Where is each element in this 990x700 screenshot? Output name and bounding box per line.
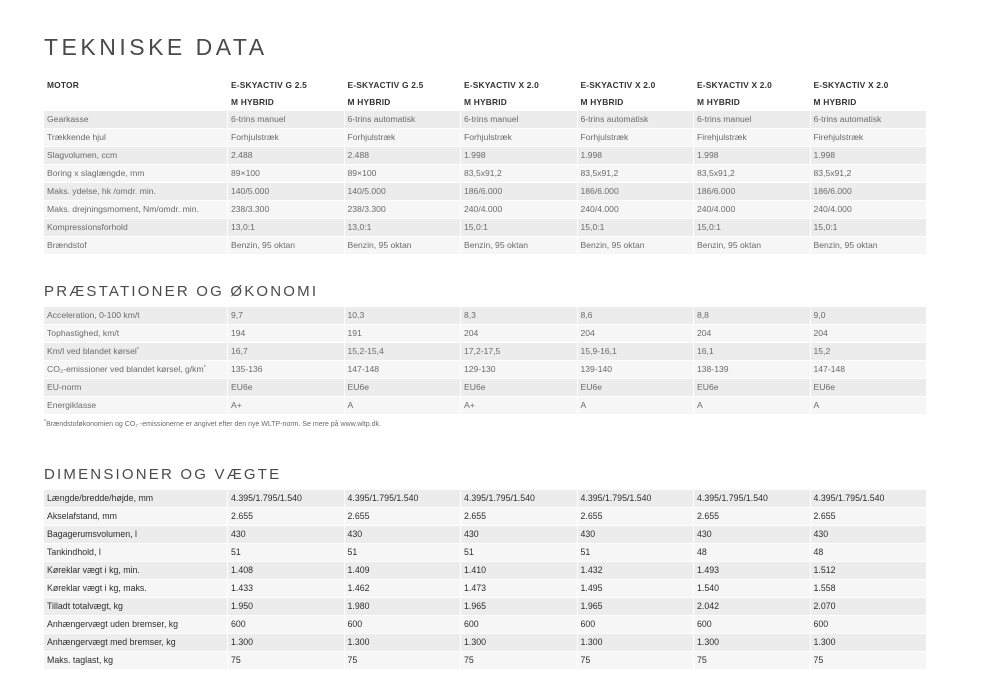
spec-value: 16,7 [227,343,344,361]
spec-value: 129-130 [460,361,577,379]
spec-value: 2.655 [344,508,461,526]
spec-value: 2.042 [693,598,810,616]
spec-value: 1.300 [460,634,577,652]
spec-value: 600 [810,616,927,634]
spec-value: 1.950 [227,598,344,616]
spec-value: 1.300 [693,634,810,652]
spec-value: 83,5x91,2 [810,165,927,183]
spec-label-text: Køreklar vægt i kg, maks. [47,583,147,593]
spec-row-label [44,634,227,652]
spec-row [44,598,926,616]
spec-label-text: Tilladt totalvægt, kg [47,601,123,611]
spec-value: 1.473 [460,580,577,598]
spec-value: 430 [344,526,461,544]
spec-value: 4.395/1.795/1.540 [577,490,694,508]
performance-table [44,307,926,415]
spec-label-text: Anhængervægt med bremser, kg [47,637,176,647]
spec-value: 1.410 [460,562,577,580]
spec-row [44,490,926,508]
spec-value: 6-trins automatisk [344,111,461,129]
spec-value: 1.493 [693,562,810,580]
spec-row-label [44,652,227,670]
spec-value: 600 [460,616,577,634]
spec-row-label [44,129,227,147]
spec-value: 1.300 [577,634,694,652]
spec-value: 2.655 [227,508,344,526]
spec-row-label [44,183,227,201]
spec-row-label [44,598,227,616]
spec-row [44,361,926,379]
spec-value: 15,0:1 [577,219,694,237]
spec-row [44,165,926,183]
spec-value: 1.965 [460,598,577,616]
spec-label-text: Tankindhold, l [47,547,101,557]
engine-column-subheader: M HYBRID [577,94,694,111]
spec-value: Benzin, 95 oktan [460,237,577,255]
spec-value: 430 [577,526,694,544]
spec-value: 238/3.300 [344,201,461,219]
spec-row [44,129,926,147]
spec-label-text: Akselafstand, mm [47,511,117,521]
spec-value: 6-trins manuel [460,111,577,129]
spec-value: 75 [227,652,344,670]
spec-value: 15,0:1 [810,219,927,237]
spec-value: 83,5x91,2 [577,165,694,183]
spec-row-label [44,343,227,361]
spec-value: 238/3.300 [227,201,344,219]
spec-value: 1.512 [810,562,927,580]
spec-value: 16,1 [693,343,810,361]
spec-label-text: Energiklasse [47,400,97,410]
spec-value: 1.462 [344,580,461,598]
spec-value: 15,0:1 [693,219,810,237]
spec-value: 1.432 [577,562,694,580]
dimensions-section-title: DIMENSIONER OG VÆGTE [44,466,282,483]
spec-value: 8,3 [460,307,577,325]
spec-label-text: Acceleration, 0-100 km/t [47,310,140,320]
spec-value: 48 [693,544,810,562]
spec-row [44,325,926,343]
spec-value: 17,2-17,5 [460,343,577,361]
spec-value: 147-148 [344,361,461,379]
spec-value: 2.655 [693,508,810,526]
spec-row [44,562,926,580]
spec-value: 186/6.000 [460,183,577,201]
spec-value: 204 [810,325,927,343]
spec-label-text: Maks. taglast, kg [47,655,114,665]
motor-table [44,77,926,255]
spec-value: A [810,397,927,415]
spec-label-text: Trækkende hjul [47,132,106,142]
spec-value: 75 [344,652,461,670]
spec-value: 8,8 [693,307,810,325]
spec-value: Benzin, 95 oktan [227,237,344,255]
spec-value: 1.300 [810,634,927,652]
spec-value: A [344,397,461,415]
engine-column-header: E-SKYACTIV X 2.0 [460,77,577,94]
spec-value: 1.433 [227,580,344,598]
spec-value: 89×100 [344,165,461,183]
spec-row-label [44,111,227,129]
engine-column-subheader: M HYBRID [810,94,927,111]
spec-value: 4.395/1.795/1.540 [227,490,344,508]
spec-value: 600 [577,616,694,634]
spec-value: 51 [460,544,577,562]
spec-row-label [44,219,227,237]
spec-value: 600 [344,616,461,634]
spec-value: 430 [460,526,577,544]
spec-value: 186/6.000 [577,183,694,201]
spec-value: EU6e [460,379,577,397]
spec-value: 75 [460,652,577,670]
engine-column-header: E-SKYACTIV G 2.5 [344,77,461,94]
spec-value: 140/5.000 [344,183,461,201]
spec-value: 240/4.000 [810,201,927,219]
spec-value: EU6e [577,379,694,397]
spec-value: EU6e [693,379,810,397]
performance-section-title: PRÆSTATIONER OG ØKONOMI [44,283,319,300]
spec-value: A [693,397,810,415]
spec-value: Benzin, 95 oktan [693,237,810,255]
spec-row-label [44,379,227,397]
engine-column-subheader: M HYBRID [693,94,810,111]
spec-value: 194 [227,325,344,343]
spec-value: 13,0:1 [344,219,461,237]
spec-row [44,508,926,526]
spec-value: 2.070 [810,598,927,616]
spec-value: 4.395/1.795/1.540 [344,490,461,508]
spec-value: 4.395/1.795/1.540 [810,490,927,508]
spec-row-label [44,490,227,508]
spec-value: 186/6.000 [693,183,810,201]
spec-value: 240/4.000 [577,201,694,219]
footnote-text: Brændstoføkonomien og CO₂ -emissionerne er angivet efter den nye WLTP-norm. Se mere på www.wltp.dk. [46,421,381,428]
dimensions-table [44,490,926,670]
spec-value: 204 [693,325,810,343]
spec-row-label [44,397,227,415]
spec-value: 240/4.000 [693,201,810,219]
spec-label-text: Km/l ved blandet kørsel [47,346,137,356]
spec-label-text: Køreklar vægt i kg, min. [47,565,140,575]
spec-label-text: Maks. ydelse, hk /omdr. min. [47,186,156,196]
spec-value: 1.998 [460,147,577,165]
spec-value: 2.655 [577,508,694,526]
spec-value: 186/6.000 [810,183,927,201]
spec-value: 1.998 [810,147,927,165]
spec-value: Benzin, 95 oktan [577,237,694,255]
spec-label-text: Anhængervægt uden bremser, kg [47,619,179,629]
spec-label-text: Kompressionsforhold [47,222,128,232]
spec-value: 6-trins manuel [227,111,344,129]
spec-value: EU6e [810,379,927,397]
spec-value: A [577,397,694,415]
spec-value: 6-trins automatisk [577,111,694,129]
spec-row-label [44,147,227,165]
spec-value: 1.558 [810,580,927,598]
spec-value: 83,5x91,2 [460,165,577,183]
spec-row [44,201,926,219]
spec-value: 1.495 [577,580,694,598]
spec-value: 2.655 [460,508,577,526]
spec-value: 1.980 [344,598,461,616]
spec-row-label [44,201,227,219]
spec-value: 1.998 [577,147,694,165]
spec-value: 8,6 [577,307,694,325]
spec-label-text: EU-norm [47,382,82,392]
spec-label-text: Længde/bredde/højde, mm [47,493,154,503]
spec-value: Forhjulstræk [227,129,344,147]
spec-value: 1.408 [227,562,344,580]
engine-column-header: E-SKYACTIV X 2.0 [577,77,694,94]
spec-value: 51 [344,544,461,562]
spec-value: Forhjulstræk [344,129,461,147]
spec-value: Forhjulstræk [460,129,577,147]
spec-value: EU6e [227,379,344,397]
spec-label-text: Gearkasse [47,114,89,124]
engine-column-header: E-SKYACTIV X 2.0 [810,77,927,94]
spec-value: 600 [693,616,810,634]
spec-value: 204 [577,325,694,343]
spec-value: 204 [460,325,577,343]
spec-value: 2.488 [344,147,461,165]
spec-row [44,616,926,634]
spec-row [44,634,926,652]
spec-value: 15,9-16,1 [577,343,694,361]
spec-value: 1.998 [693,147,810,165]
spec-row [44,580,926,598]
spec-value: 6-trins automatisk [810,111,927,129]
spec-row [44,379,926,397]
spec-value: 138-139 [693,361,810,379]
spec-row-label [44,237,227,255]
spec-row-label [44,361,227,379]
spec-row [44,652,926,670]
spec-value: 9,7 [227,307,344,325]
engine-column-subheader: M HYBRID [227,94,344,111]
spec-value: 83,5x91,2 [693,165,810,183]
spec-row [44,147,926,165]
spec-value: 430 [227,526,344,544]
spec-label-text: Tophastighed, km/t [47,328,120,338]
spec-row-label [44,562,227,580]
spec-value: 430 [810,526,927,544]
spec-row [44,343,926,361]
spec-value: 9,0 [810,307,927,325]
spec-value: 1.409 [344,562,461,580]
spec-value: 75 [693,652,810,670]
spec-label-text: Bagagerumsvolumen, l [47,529,137,539]
spec-label-text: Slagvolumen, ccm [47,150,118,160]
spec-row [44,544,926,562]
spec-value: 89×100 [227,165,344,183]
spec-value: 1.300 [227,634,344,652]
spec-value: 1.965 [577,598,694,616]
spec-row-label [44,165,227,183]
spec-label-text: Brændstof [47,240,87,250]
spec-label-text: Boring x slaglængde, mm [47,168,145,178]
spec-value: 6-trins manuel [693,111,810,129]
spec-value: 191 [344,325,461,343]
spec-row-label [44,307,227,325]
spec-row-label [44,544,227,562]
spec-value: 1.540 [693,580,810,598]
motor-header-row-1 [44,77,926,94]
footnote-reference: * [203,365,206,371]
spec-row [44,397,926,415]
spec-row [44,183,926,201]
spec-value: 2.488 [227,147,344,165]
footnote-mark: * [44,419,47,425]
spec-value: 13,0:1 [227,219,344,237]
spec-row-label [44,616,227,634]
spec-value: 2.655 [810,508,927,526]
spec-value: 600 [227,616,344,634]
spec-value: Benzin, 95 oktan [344,237,461,255]
spec-value: Firehjulstræk [810,129,927,147]
spec-value: 15,2 [810,343,927,361]
spec-value: 147-148 [810,361,927,379]
spec-row-label [44,580,227,598]
spec-row [44,307,926,325]
spec-row-label [44,508,227,526]
spec-value: 15,2-15,4 [344,343,461,361]
spec-value: 240/4.000 [460,201,577,219]
spec-value: 15,0:1 [460,219,577,237]
engine-column-header: E-SKYACTIV G 2.5 [227,77,344,94]
spec-value: A+ [460,397,577,415]
spec-value: 1.300 [344,634,461,652]
engine-column-subheader: M HYBRID [460,94,577,111]
footnote-reference: * [136,347,139,353]
spec-row-label [44,325,227,343]
spec-label-text: CO₂-emissioner ved blandet kørsel, g/km [47,364,204,374]
motor-header-label: MOTOR [44,77,227,94]
engine-column-subheader: M HYBRID [344,94,461,111]
spec-value: A+ [227,397,344,415]
spec-value: 10,3 [344,307,461,325]
page-title: TEKNISKE DATA [44,34,268,60]
spec-value: 75 [810,652,927,670]
spec-row [44,526,926,544]
spec-label-text: Maks. drejningsmoment, Nm/omdr. min. [47,204,199,214]
spec-row-label [44,526,227,544]
spec-value: 51 [227,544,344,562]
footnote [44,421,381,428]
spec-row [44,237,926,255]
spec-value: Firehjulstræk [693,129,810,147]
spec-value: 135-136 [227,361,344,379]
spec-value: Benzin, 95 oktan [810,237,927,255]
spec-row [44,111,926,129]
spec-value: 139-140 [577,361,694,379]
motor-header-row-2 [44,94,926,111]
engine-column-header: E-SKYACTIV X 2.0 [693,77,810,94]
spec-value: EU6e [344,379,461,397]
spec-row [44,219,926,237]
spec-value: 4.395/1.795/1.540 [693,490,810,508]
spec-value: 430 [693,526,810,544]
spec-value: 51 [577,544,694,562]
spec-value: 4.395/1.795/1.540 [460,490,577,508]
spec-value: Forhjulstræk [577,129,694,147]
spec-value: 75 [577,652,694,670]
spec-value: 140/5.000 [227,183,344,201]
spec-value: 48 [810,544,927,562]
